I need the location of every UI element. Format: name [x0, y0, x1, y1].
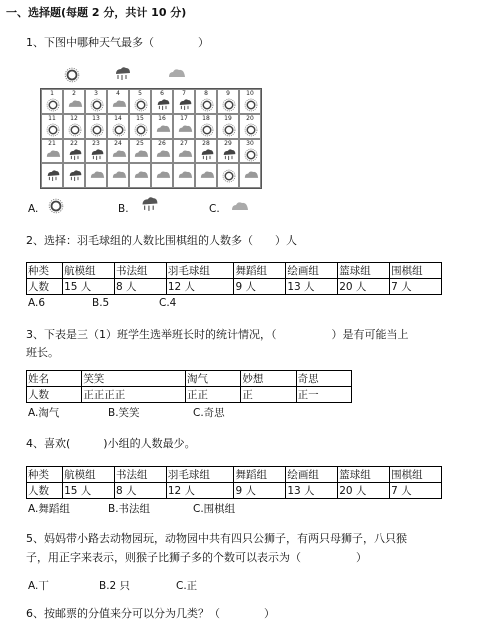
calendar-cell [217, 89, 239, 114]
table-cell: 种类 [27, 263, 63, 279]
calendar-day-number: 11 [48, 114, 56, 122]
calendar-day-number: 24 [114, 139, 122, 147]
question-5-text-line2: 子，用正字来表示，则猴子比狮子多的个数可以表示为（ ） [26, 551, 367, 564]
table-cell: 15 人 [63, 483, 115, 499]
option-b-label: B. [118, 203, 129, 215]
option-a-label: A. [28, 203, 39, 215]
rainy-icon [156, 98, 170, 112]
table-cell: 8 人 [114, 483, 166, 499]
calendar-cell [151, 163, 173, 188]
cloudy-icon [156, 148, 170, 162]
rainy-icon [140, 196, 160, 213]
table-cell: 书法组 [114, 263, 166, 279]
rainy-icon [68, 148, 82, 162]
calendar-cell [239, 114, 261, 139]
table-cell: 人数 [27, 387, 82, 403]
calendar-cell [195, 89, 217, 114]
calendar-cell [107, 89, 129, 114]
calendar-cell [173, 114, 195, 139]
option-b[interactable]: B.笑笑 [108, 407, 140, 419]
calendar-cell [129, 114, 151, 139]
sunny-icon [222, 98, 236, 112]
interest-group-table [26, 262, 442, 295]
cloudy-icon [112, 148, 126, 162]
calendar-cell [239, 163, 261, 188]
option-a[interactable]: A.6 [28, 297, 46, 309]
calendar-day-number: 17 [180, 114, 188, 122]
table-row [27, 387, 352, 403]
calendar-day-number: 12 [70, 114, 78, 122]
sunny-icon [222, 123, 236, 137]
cloudy-icon [156, 169, 170, 183]
calendar-day-number: 4 [116, 90, 120, 97]
table-cell: 人数 [27, 483, 63, 499]
calendar-day-number: 20 [246, 114, 254, 122]
option-a[interactable]: A.淘气 [28, 407, 60, 419]
calendar-day-number: 1 [50, 90, 54, 97]
sunny-icon [134, 98, 148, 112]
calendar-cell [239, 139, 261, 164]
cloudy-icon [178, 123, 192, 137]
table-row [27, 371, 352, 387]
sunny-icon [48, 198, 64, 214]
option-a[interactable] [28, 203, 38, 215]
calendar-cell [239, 89, 261, 114]
calendar-cell [63, 114, 85, 139]
calendar-day-number: 3 [94, 90, 98, 97]
cloudy-icon [178, 169, 192, 183]
table-cell: 航模组 [63, 467, 115, 483]
table-cell: 奇思 [296, 371, 351, 387]
table-cell: 淘气 [186, 371, 241, 387]
calendar-day-number: 30 [246, 139, 254, 147]
rainy-icon [222, 148, 236, 162]
table-cell: 舞蹈组 [234, 467, 286, 483]
cloudy-icon [230, 200, 250, 212]
table-cell: 绘画组 [286, 263, 338, 279]
table-cell: 种类 [27, 467, 63, 483]
calendar-day-number: 8 [204, 90, 208, 97]
calendar-cell [173, 89, 195, 114]
table-cell: 13 人 [286, 483, 338, 499]
table-cell: 20 人 [338, 483, 390, 499]
table-cell: 舞蹈组 [234, 263, 286, 279]
calendar-cell [85, 139, 107, 164]
option-b[interactable]: B.书法组 [108, 503, 151, 515]
sunny-icon [244, 148, 258, 162]
table-cell: 正一 [296, 387, 351, 403]
calendar-cell [195, 139, 217, 164]
table-cell: 15 人 [63, 279, 115, 295]
calendar-cell [63, 163, 85, 188]
question-4-text: 4、喜欢( )小组的人数最少。 [26, 437, 196, 450]
question-3-text-line2: 班长。 [26, 346, 59, 359]
calendar-day-number: 21 [48, 139, 56, 147]
table-cell: 羽毛球组 [166, 263, 234, 279]
calendar-cell [41, 139, 63, 164]
table-row [27, 467, 442, 483]
option-a[interactable]: A.舞蹈组 [28, 503, 70, 515]
cloudy-icon [178, 148, 192, 162]
election-table [26, 370, 352, 403]
calendar-day-number: 22 [70, 139, 78, 147]
table-cell: 航模组 [63, 263, 115, 279]
cloudy-icon [68, 98, 82, 112]
sunny-icon [244, 98, 258, 112]
table-cell: 人数 [27, 279, 63, 295]
rainy-icon [68, 169, 82, 183]
calendar-cell [107, 139, 129, 164]
table-cell: 姓名 [27, 371, 82, 387]
cloudy-icon [200, 169, 214, 183]
table-cell: 正 [241, 387, 296, 403]
question-3-text-line1: 3、下表是三（1）班学生选举班长时的统计情况，（ ）是有可能当上 [26, 328, 409, 341]
question-5-text-line1: 5、妈妈带小路去动物园玩，动物园中共有四只公狮子，有两只母狮子，八只猴 [26, 532, 407, 545]
table-cell: 20 人 [338, 279, 390, 295]
option-c-label: C. [209, 203, 220, 215]
option-c[interactable]: C.奇思 [193, 407, 225, 419]
calendar-cell [129, 139, 151, 164]
table-cell: 12 人 [166, 483, 234, 499]
sunny-icon [112, 123, 126, 137]
calendar-cell [195, 163, 217, 188]
calendar-day-number: 15 [136, 114, 144, 122]
sunny-icon [244, 123, 258, 137]
sunny-icon [200, 98, 214, 112]
table-cell: 正正 [186, 387, 241, 403]
calendar-cell [151, 139, 173, 164]
table-cell: 书法组 [114, 467, 166, 483]
calendar-cell [129, 89, 151, 114]
sunny-icon [90, 123, 104, 137]
table-row [27, 279, 442, 295]
cloudy-icon [156, 123, 170, 137]
table-cell: 围棋组 [390, 467, 442, 483]
cloudy-icon [112, 98, 126, 112]
calendar-cell [173, 163, 195, 188]
calendar-day-number: 14 [114, 114, 122, 122]
calendar-cell [107, 163, 129, 188]
table-cell: 妙想 [241, 371, 296, 387]
question-2-text: 2、选择：羽毛球组的人数比围棋组的人数多（ ）人 [26, 234, 297, 247]
cloudy-icon [168, 67, 186, 79]
table-cell: 9 人 [234, 279, 286, 295]
sunny-icon [134, 123, 148, 137]
calendar-cell [85, 89, 107, 114]
table-cell: 7 人 [390, 483, 442, 499]
calendar-day-number: 9 [226, 90, 230, 97]
calendar-day-number: 25 [136, 139, 144, 147]
calendar-cell [151, 114, 173, 139]
cloudy-icon [134, 169, 148, 183]
calendar-cell [129, 163, 151, 188]
calendar-cell [195, 114, 217, 139]
table-cell: 羽毛球组 [166, 467, 234, 483]
calendar-cell [63, 89, 85, 114]
rainy-icon [200, 148, 214, 162]
weather-calendar [40, 88, 262, 189]
table-cell: 篮球组 [338, 467, 390, 483]
calendar-day-number: 18 [202, 114, 210, 122]
calendar-cell [217, 114, 239, 139]
rainy-icon [90, 148, 104, 162]
table-cell: 篮球组 [338, 263, 390, 279]
question-1-text: 1、下图中哪种天气最多（ ） [26, 36, 209, 49]
table-cell: 围棋组 [390, 263, 442, 279]
calendar-day-number: 27 [180, 139, 188, 147]
table-cell: 笑笑 [82, 371, 186, 387]
calendar-cell [41, 163, 63, 188]
calendar-cell [151, 89, 173, 114]
calendar-cell [107, 114, 129, 139]
calendar-day-number: 5 [138, 90, 142, 97]
sunny-icon [64, 67, 80, 83]
rainy-icon [46, 169, 60, 183]
table-cell: 9 人 [234, 483, 286, 499]
calendar-cell [217, 163, 239, 188]
option-b[interactable]: B.5 [92, 297, 110, 309]
calendar-cell [41, 89, 63, 114]
sunny-icon [68, 123, 82, 137]
option-b[interactable]: B.2 只 [99, 580, 131, 592]
calendar-day-number: 26 [158, 139, 166, 147]
table-cell: 13 人 [286, 279, 338, 295]
calendar-day-number: 6 [160, 90, 164, 97]
cloudy-icon [134, 148, 148, 162]
calendar-day-number: 2 [72, 90, 76, 97]
calendar-cell [85, 114, 107, 139]
sunny-icon [90, 98, 104, 112]
table-row [27, 483, 442, 499]
table-row [27, 263, 442, 279]
rainy-icon [114, 66, 132, 82]
sunny-icon [222, 169, 236, 183]
rainy-icon [178, 98, 192, 112]
interest-group-table [26, 466, 442, 499]
option-a[interactable]: A.丅 [28, 580, 49, 592]
sunny-icon [46, 123, 60, 137]
calendar-cell [217, 139, 239, 164]
question-6-text: 6、按邮票的分值来分可以分为几类？（ ） [26, 607, 275, 620]
option-b[interactable] [118, 203, 129, 215]
cloudy-icon [90, 169, 104, 183]
sunny-icon [200, 123, 214, 137]
option-c[interactable]: C.4 [159, 297, 177, 309]
calendar-day-number: 29 [224, 139, 232, 147]
option-c[interactable]: C.围棋组 [193, 503, 236, 515]
table-cell: 8 人 [114, 279, 166, 295]
calendar-day-number: 13 [92, 114, 100, 122]
cloudy-icon [244, 169, 258, 183]
table-cell: 绘画组 [286, 467, 338, 483]
calendar-day-number: 10 [246, 90, 254, 97]
table-cell: 正正正正 [82, 387, 186, 403]
calendar-day-number: 23 [92, 139, 100, 147]
calendar-cell [173, 139, 195, 164]
option-c[interactable] [209, 203, 220, 215]
calendar-cell [85, 163, 107, 188]
calendar-cell [41, 114, 63, 139]
calendar-day-number: 28 [202, 139, 210, 147]
calendar-day-number: 7 [182, 90, 186, 97]
calendar-day-number: 16 [158, 114, 166, 122]
cloudy-icon [112, 169, 126, 183]
cloudy-icon [46, 148, 60, 162]
calendar-day-number: 19 [224, 114, 232, 122]
option-c[interactable]: C.正 [176, 580, 198, 592]
sunny-icon [46, 98, 60, 112]
table-cell: 12 人 [166, 279, 234, 295]
calendar-cell [63, 139, 85, 164]
section-title: 一、选择题(每题 2 分，共计 10 分) [6, 6, 187, 19]
table-cell: 7 人 [390, 279, 442, 295]
